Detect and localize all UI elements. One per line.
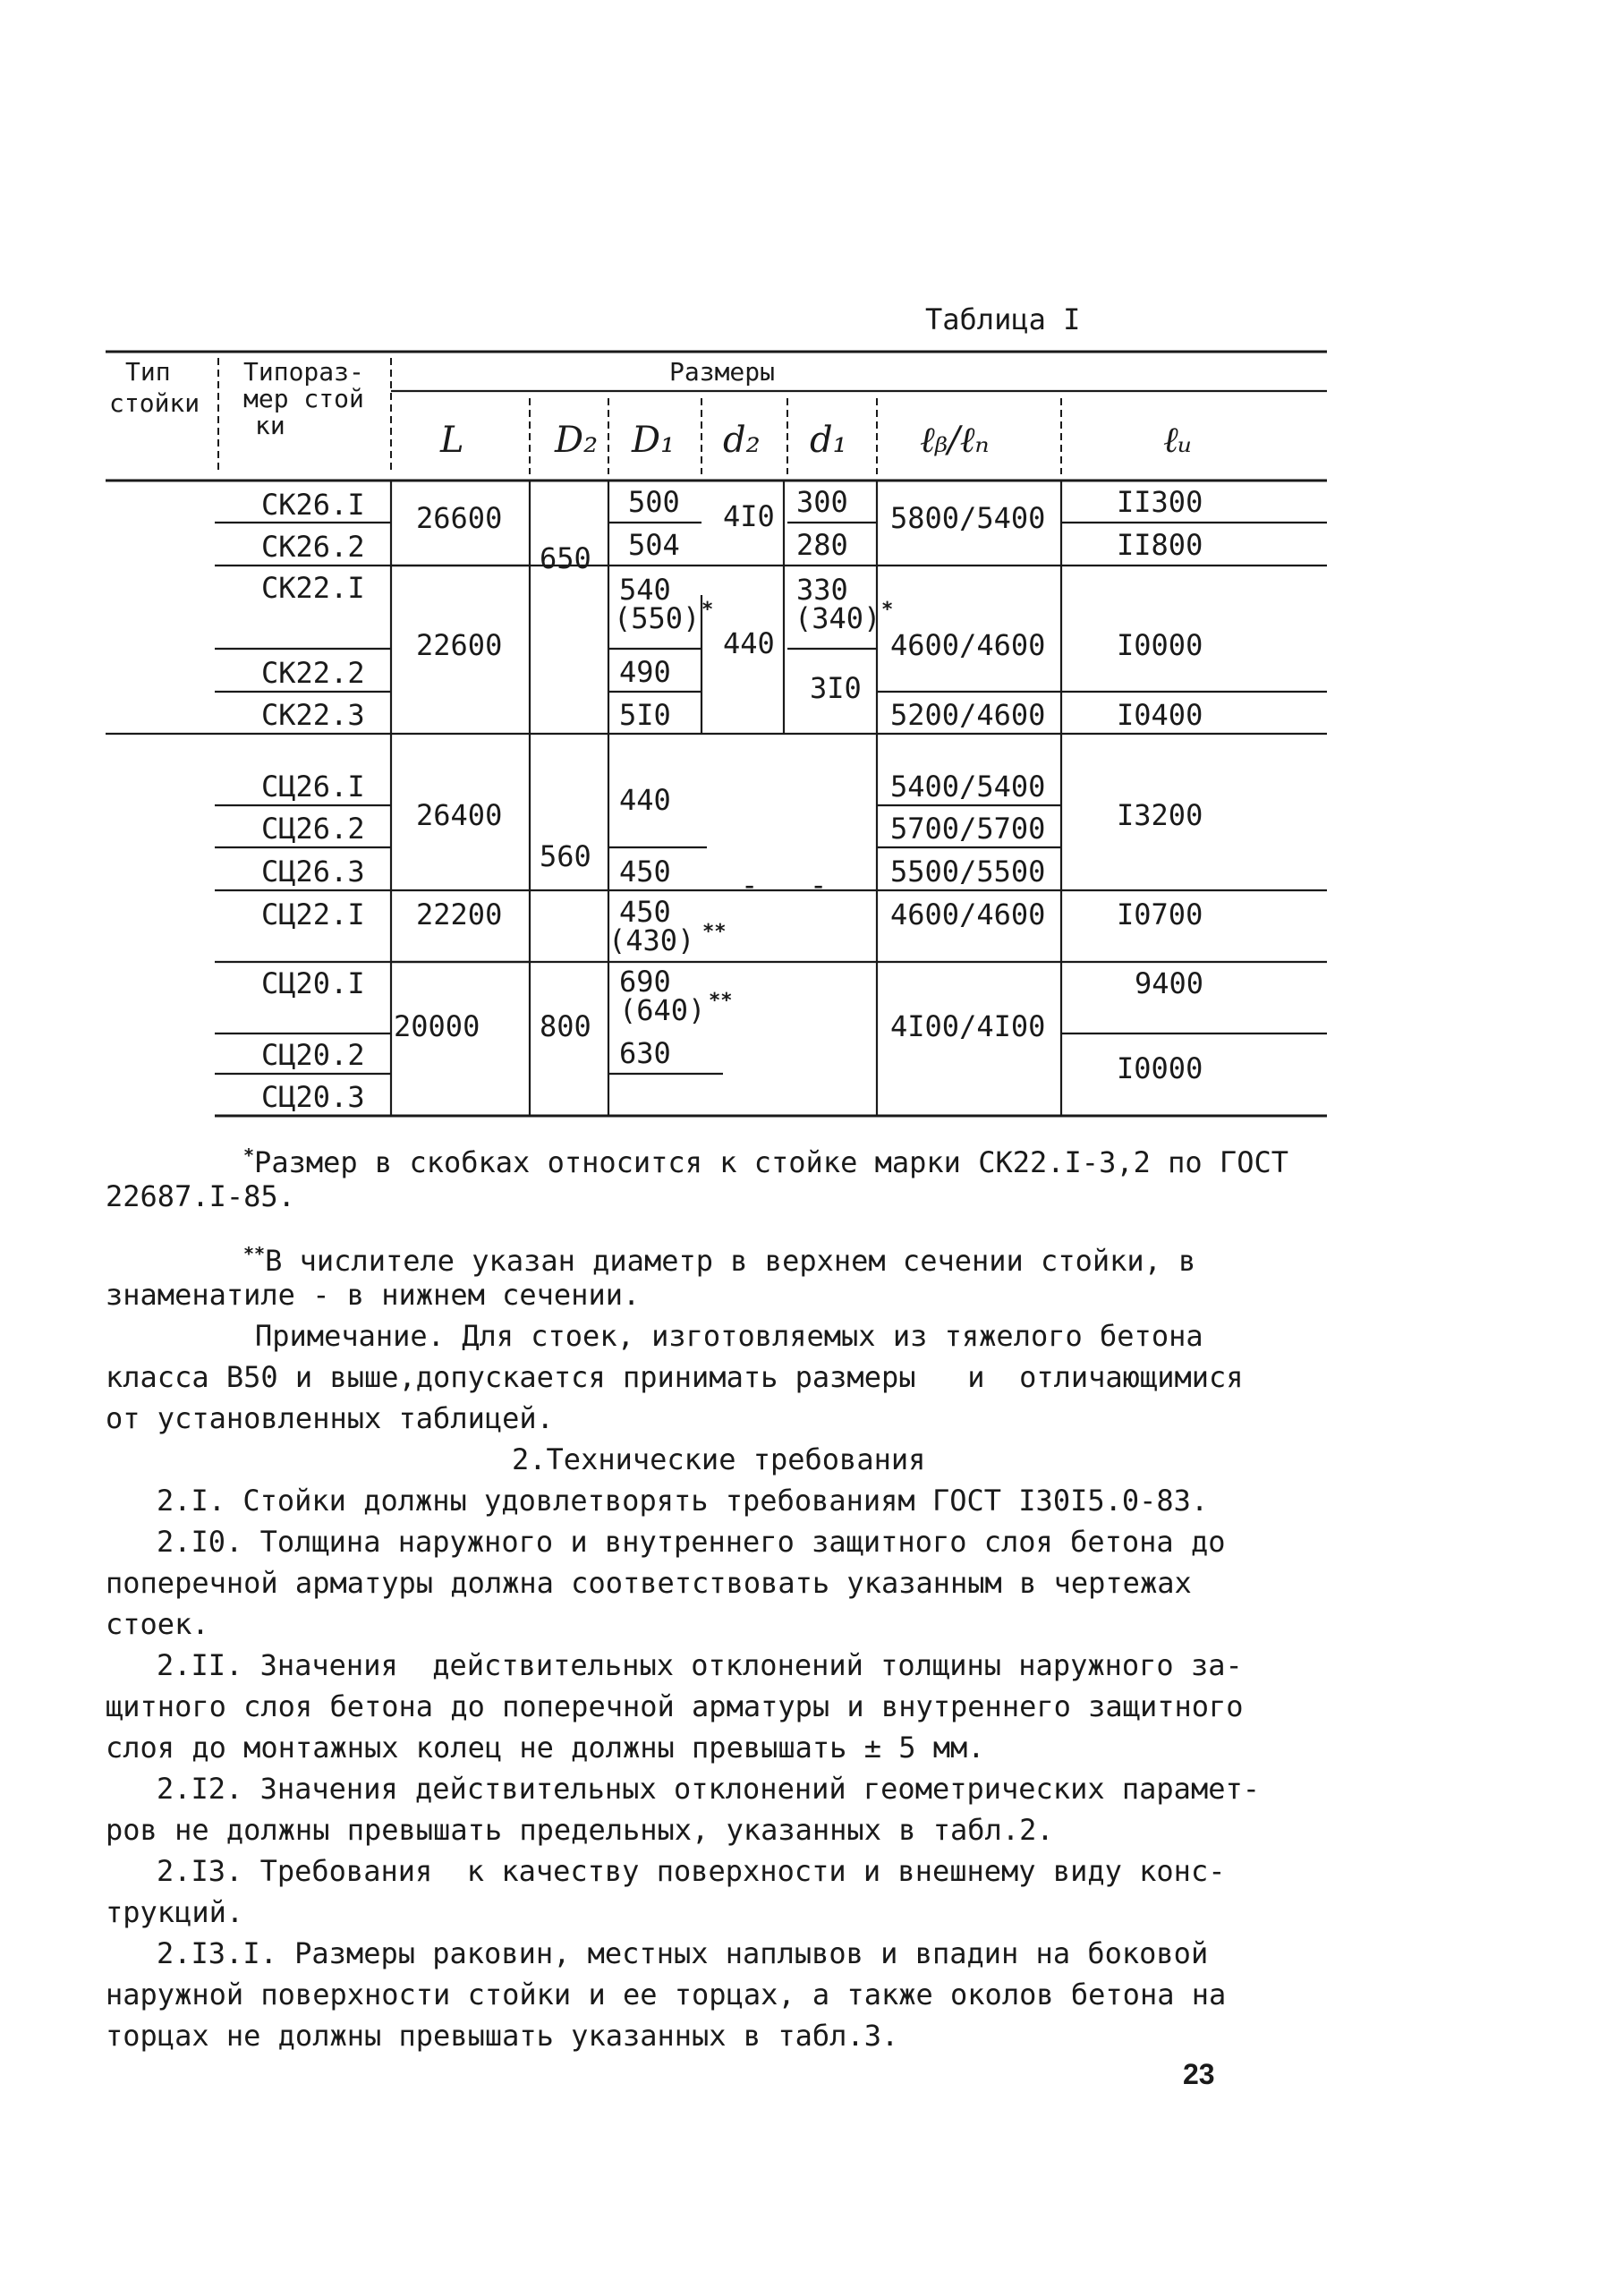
paragraph-2-13-1-line3: торцах не должны превышать указанных в табл.3. (106, 2019, 899, 2053)
row-label: СЦ20.2 (261, 1038, 365, 1072)
row-label: СЦ26.2 (261, 812, 365, 846)
table-caption: Таблица I (925, 302, 1081, 336)
cell-lb-ln: 5800/5400 (890, 501, 1046, 535)
paragraph-2-11-line1: 2.II. Значения действительных отклонений толщины наружного за- (157, 1648, 1243, 1682)
cell-L: 26400 (416, 798, 503, 832)
cell-D2: 650 (540, 541, 591, 575)
paragraph-2-10-line3: стоек. (106, 1607, 209, 1641)
cell-d1: 280 (796, 528, 848, 562)
row-label: СК22.3 (261, 698, 365, 732)
cell-D1: 490 (619, 655, 671, 689)
page-number: 23 (1183, 2058, 1215, 2090)
row-label: СЦ22.I (261, 897, 365, 931)
cell-lc: I0000 (1117, 628, 1203, 662)
cell-lb-ln: 4I00/4I00 (890, 1009, 1046, 1043)
paragraph-2-12-line2: ров не должны превышать предельных, указанных в табл.2. (106, 1813, 1054, 1847)
cell-D2: 800 (540, 1009, 591, 1043)
header-D1: D₁ (632, 420, 676, 461)
cell-L: 22600 (416, 628, 503, 662)
cell-d1: 300 (796, 485, 848, 519)
paragraph-2-13-line1: 2.I3. Требования к качеству поверхности и внешнему виду конс- (157, 1854, 1226, 1888)
header-type-line1: Тип (125, 357, 171, 387)
cell-lb-ln: 5500/5500 (890, 855, 1046, 889)
cell-lc: I0400 (1117, 698, 1203, 732)
header-D2: D₂ (555, 420, 599, 461)
cell-d2: 440 (723, 626, 775, 660)
row-label: СК22.I (261, 571, 365, 605)
cell-D2: 560 (540, 839, 591, 873)
paragraph-2-13-line2: трукций. (106, 1895, 244, 1929)
cell-D1: (550) (614, 601, 701, 635)
cell-lb-ln: 4600/4600 (890, 897, 1046, 931)
footnote-1-line1: *Размер в скобках относится к стойке марки СК22.I-3,2 по ГОСТ (243, 1144, 1288, 1179)
paragraph-2-11-line3: слоя до монтажных колец не должны превышать ± 5 мм. (106, 1731, 985, 1765)
cell-lb-ln: 5700/5700 (890, 812, 1046, 846)
cell-L: 22200 (416, 897, 503, 931)
cell-D1: 690 (619, 965, 671, 999)
cell-d1: 330 (796, 573, 848, 607)
row-label: СЦ20.I (261, 966, 365, 1000)
remark-line1: Примечание. Для стоек, изготовляемых из тяжелого бетона (255, 1319, 1203, 1353)
cell-d1: - (810, 868, 828, 902)
paragraph-2-13-1-line2: наружной поверхности стойки и ее торцах, а также околов бетона на (106, 1978, 1227, 2012)
cell-L: 26600 (416, 501, 503, 535)
paragraph-2-13-1-line1: 2.I3.I. Размеры раковин, местных наплывов и впадин на боковой (157, 1936, 1209, 1970)
cell-D1: (640) (619, 993, 706, 1027)
header-lc: ℓᵤ (1163, 420, 1193, 461)
cell-D1: 630 (619, 1036, 671, 1070)
cell-lc: I3200 (1117, 798, 1203, 832)
cell-lb-ln: 5400/5400 (890, 770, 1046, 804)
header-d2: d₂ (723, 420, 761, 461)
row-label: СЦ20.3 (261, 1080, 365, 1114)
cell-D1: 450 (619, 855, 671, 889)
header-type-line2: стойки (109, 388, 200, 418)
paragraph-2-10-line1: 2.I0. Толщина наружного и внутреннего защитного слоя бетона до (157, 1525, 1226, 1559)
paragraph-2-1: 2.I. Стойки должны удовлетворять требованиям ГОСТ I30I5.0-83. (157, 1484, 1209, 1518)
footnote-2-line1: **В числителе указан диаметр в верхнем сечении стойки, в (243, 1243, 1196, 1278)
paragraph-2-10-line2: поперечной арматуры должна соответствовать указанным в чертежах (106, 1566, 1192, 1600)
footnote-1-line2: 22687.I-85. (106, 1179, 295, 1213)
footnote-mark: * (701, 599, 714, 621)
cell-d1: (340) (795, 601, 881, 635)
cell-D1: 5I0 (619, 698, 671, 732)
cell-d2: - (741, 868, 759, 902)
cell-D1: 440 (619, 783, 671, 817)
header-size-line2: мер стой (243, 384, 364, 413)
row-label: СК26.2 (261, 530, 365, 564)
remark-line3: от установленных таблицей. (106, 1401, 554, 1435)
row-label: СК26.I (261, 488, 365, 522)
footnote-mark: ** (702, 921, 727, 943)
row-label: СЦ26.3 (261, 855, 365, 889)
cell-lb-ln: 4600/4600 (890, 628, 1046, 662)
cell-L: 20000 (394, 1009, 480, 1043)
cell-lc: I0000 (1117, 1051, 1203, 1085)
cell-lc: 9400 (1135, 966, 1204, 1000)
header-dimensions: Размеры (669, 357, 776, 387)
header-size-line3: ки (255, 411, 285, 440)
footnote-mark: ** (709, 990, 733, 1012)
cell-D1: 540 (619, 573, 671, 607)
cell-D1: 500 (628, 485, 680, 519)
cell-lc: I0700 (1117, 897, 1203, 931)
cell-lc: II800 (1117, 528, 1203, 562)
cell-d1: 3I0 (810, 671, 862, 705)
cell-D1: 504 (628, 528, 680, 562)
footnote-mark: * (881, 599, 894, 621)
header-d1: d₁ (810, 420, 847, 461)
cell-lb-ln: 5200/4600 (890, 698, 1046, 732)
header-L: L (440, 420, 464, 461)
cell-D1: (430) (608, 923, 695, 957)
section-heading: 2.Технические требования (512, 1442, 926, 1476)
row-label: СК22.2 (261, 656, 365, 690)
remark-line2: класса В50 и выше,допускается принимать размеры и отличающимися (106, 1360, 1244, 1394)
cell-d2: 4I0 (723, 499, 775, 533)
footnote-2-line2: знаменатиле - в нижнем сечении. (106, 1278, 641, 1312)
paragraph-2-11-line2: щитного слоя бетона до поперечной арматуры и внутреннего защитного (106, 1689, 1244, 1723)
cell-lc: II300 (1117, 485, 1203, 519)
paragraph-2-12-line1: 2.I2. Значения действительных отклонений геометрических парамет- (157, 1772, 1260, 1806)
cell-D1: 450 (619, 895, 671, 929)
header-size-line1: Типораз- (243, 357, 364, 387)
row-label: СЦ26.I (261, 770, 365, 804)
header-lb-ln: ℓᵦ/ℓₙ (920, 420, 990, 461)
